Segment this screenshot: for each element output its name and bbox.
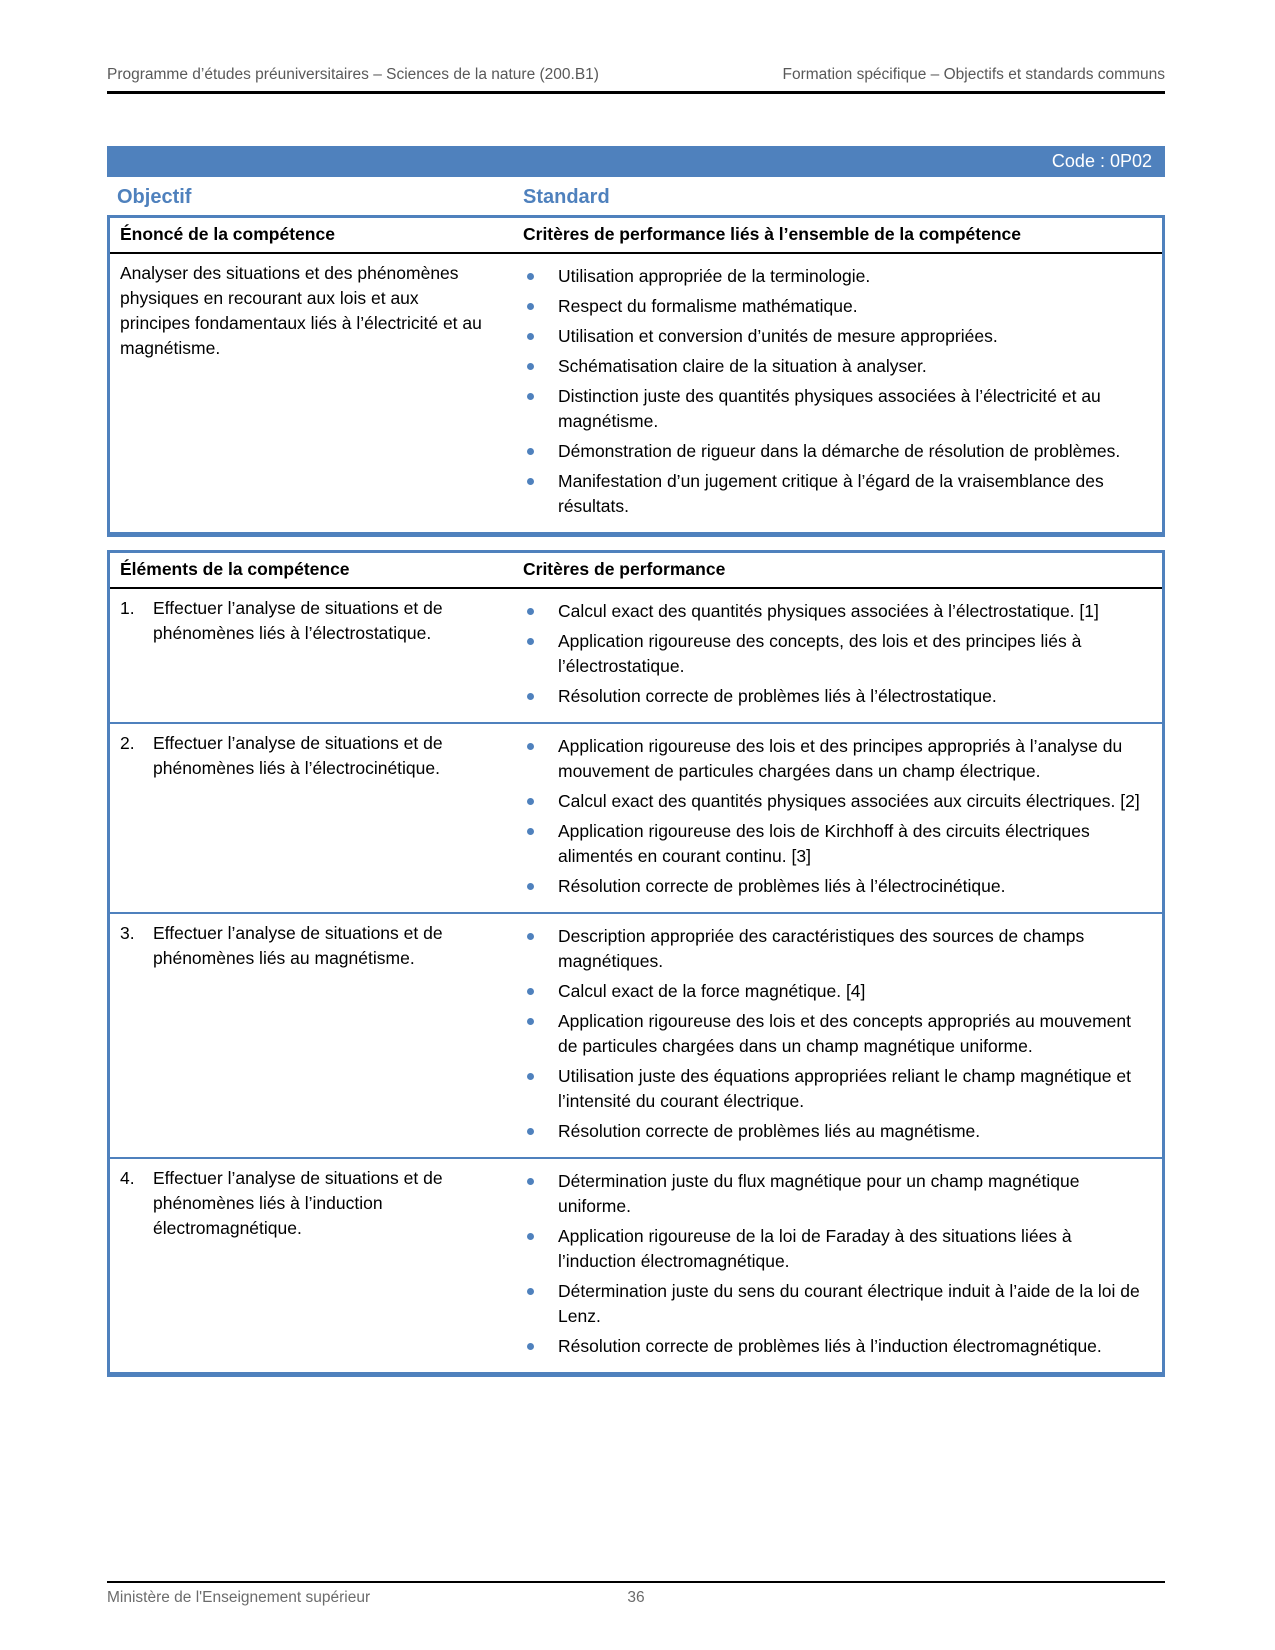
- bullet-icon: [527, 883, 534, 890]
- criterion-item: [513, 1119, 1148, 1144]
- bullet-icon: [527, 1073, 534, 1080]
- criteres-ensemble-header: Critères de performance liés à l’ensemble de la compétence: [523, 224, 1021, 244]
- criterion-item: [513, 599, 1148, 624]
- criterion-item: [513, 1064, 1148, 1114]
- element-cell: [110, 724, 513, 912]
- bullet-icon: [527, 303, 534, 310]
- enonce-header: Énoncé de la compétence: [120, 224, 335, 244]
- criterion-item: [513, 1279, 1148, 1329]
- element-number: 3.: [120, 923, 135, 943]
- element-text: Effectuer l’analyse de situations et de phénomènes liés à l’électrocinétique.: [153, 733, 443, 778]
- criterion-text: Résolution correcte de problèmes liés au magnétisme.: [558, 1121, 981, 1141]
- criterion-item: [513, 924, 1148, 974]
- bullet-icon: [527, 1288, 534, 1295]
- element-cell: [110, 1159, 513, 1372]
- criterion-text: Respect du formalisme mathématique.: [558, 296, 858, 316]
- bullet-icon: [527, 273, 534, 280]
- criterion-item: [513, 1169, 1148, 1219]
- criteres-header: Critères de performance: [523, 559, 726, 579]
- bullet-icon: [527, 1018, 534, 1025]
- competence-row: [110, 254, 1162, 532]
- element-number: 4.: [120, 1168, 135, 1188]
- criterion-text: Utilisation appropriée de la terminologie.: [558, 266, 871, 286]
- bullet-icon: [527, 1128, 534, 1135]
- criterion-item: [513, 439, 1148, 464]
- criterion-item: [513, 684, 1148, 709]
- bullet-icon: [527, 1233, 534, 1240]
- criterion-item: [513, 874, 1148, 899]
- bullet-icon: [527, 448, 534, 455]
- bullet-icon: [527, 693, 534, 700]
- criterion-text: Application rigoureuse des lois de Kirchhoff à des circuits électriques alimentés en courant continu. [3]: [558, 821, 1090, 866]
- competence-table-header: [110, 218, 1162, 254]
- criteria-list: [513, 914, 1162, 1157]
- bullet-icon: [527, 988, 534, 995]
- criterion-item: [513, 629, 1148, 679]
- elements-table: [107, 550, 1165, 1377]
- page-number: 36: [627, 1589, 645, 1606]
- enonce-text: Analyser des situations et des phénomènes physiques en recourant aux lois et aux principes fondamentaux liés à l’électricité et au magnétisme.: [120, 263, 482, 358]
- header-left-text: Programme d’études préuniversitaires – Sciences de la nature (200.B1): [107, 66, 599, 83]
- criterion-item: [513, 1334, 1148, 1359]
- code-bar: [107, 146, 1165, 177]
- element-text: Effectuer l’analyse de situations et de phénomènes liés à l’induction électromagnétique.: [153, 1168, 443, 1238]
- code-label: Code : 0P02: [1051, 151, 1152, 171]
- criterion-text: Application rigoureuse des concepts, des lois et des principes liés à l’électrostatique.: [558, 631, 1082, 676]
- criterion-text: Détermination juste du sens du courant électrique induit à l’aide de la loi de Lenz.: [558, 1281, 1140, 1326]
- criterion-item: [513, 469, 1148, 519]
- criterion-item: [513, 1009, 1148, 1059]
- criteres-ensemble-list: [513, 254, 1162, 532]
- bullet-icon: [527, 933, 534, 940]
- criterion-item: [513, 354, 1148, 379]
- bullet-icon: [527, 478, 534, 485]
- bullet-icon: [527, 828, 534, 835]
- criterion-text: Calcul exact des quantités physiques associées aux circuits électriques. [2]: [558, 791, 1140, 811]
- criterion-item: [513, 819, 1148, 869]
- criterion-text: Manifestation d’un jugement critique à l’égard de la vraisemblance des résultats.: [558, 471, 1104, 516]
- element-row-3: [110, 912, 1162, 1157]
- element-number: 2.: [120, 733, 135, 753]
- element-row-2: [110, 722, 1162, 912]
- criterion-item: [513, 1224, 1148, 1274]
- page-header: [107, 0, 1165, 94]
- element-row-1: [110, 589, 1162, 722]
- competence-table: [107, 215, 1165, 537]
- criterion-item: [513, 324, 1148, 349]
- criterion-text: Distinction juste des quantités physiques associées à l’électricité et au magnétisme.: [558, 386, 1101, 431]
- bullet-icon: [527, 638, 534, 645]
- criterion-item: [513, 384, 1148, 434]
- criterion-item: [513, 789, 1148, 814]
- criterion-text: Application rigoureuse des lois et des principes appropriés à l’analyse du mouvement de particules chargées dans un champ électrique.: [558, 736, 1123, 781]
- objectif-heading: Objectif: [117, 186, 192, 208]
- criterion-text: Schématisation claire de la situation à analyser.: [558, 356, 927, 376]
- standard-heading: Standard: [523, 186, 610, 208]
- bullet-icon: [527, 1178, 534, 1185]
- bullet-icon: [527, 393, 534, 400]
- criteria-list: [513, 1159, 1162, 1372]
- elements-header: Éléments de la compétence: [120, 559, 350, 579]
- criterion-text: Démonstration de rigueur dans la démarche de résolution de problèmes.: [558, 441, 1121, 461]
- header-right-text: Formation spécifique – Objectifs et standards communs: [782, 66, 1165, 83]
- page-content: [107, 0, 1165, 1377]
- element-number: 1.: [120, 598, 135, 618]
- criterion-text: Calcul exact des quantités physiques associées à l’électrostatique. [1]: [558, 601, 1099, 621]
- criterion-text: Calcul exact de la force magnétique. [4]: [558, 981, 866, 1001]
- criterion-text: Utilisation juste des équations appropriées reliant le champ magnétique et l’intensité du courant électrique.: [558, 1066, 1131, 1111]
- criteria-list: [513, 589, 1162, 722]
- criterion-item: [513, 294, 1148, 319]
- criterion-text: Description appropriée des caractéristiques des sources de champs magnétiques.: [558, 926, 1085, 971]
- criteria-list: [513, 724, 1162, 912]
- criterion-text: Résolution correcte de problèmes liés à l’électrostatique.: [558, 686, 997, 706]
- elements-table-header: [110, 553, 1162, 589]
- bullet-icon: [527, 798, 534, 805]
- bullet-icon: [527, 333, 534, 340]
- element-row-4: [110, 1157, 1162, 1372]
- bullet-icon: [527, 743, 534, 750]
- section-headings: [107, 186, 1165, 213]
- element-text: Effectuer l’analyse de situations et de phénomènes liés au magnétisme.: [153, 923, 443, 968]
- criterion-text: Résolution correcte de problèmes liés à l’électrocinétique.: [558, 876, 1006, 896]
- criterion-text: Utilisation et conversion d’unités de mesure appropriées.: [558, 326, 998, 346]
- bullet-icon: [527, 608, 534, 615]
- bullet-icon: [527, 1343, 534, 1350]
- criterion-text: Application rigoureuse de la loi de Faraday à des situations liées à l’induction électromagnétique.: [558, 1226, 1072, 1271]
- criterion-text: Détermination juste du flux magnétique pour un champ magnétique uniforme.: [558, 1171, 1080, 1216]
- footer-ministry-text: Ministère de l'Enseignement supérieur: [107, 1589, 371, 1606]
- element-cell: [110, 914, 513, 1157]
- criterion-text: Résolution correcte de problèmes liés à l’induction électromagnétique.: [558, 1336, 1102, 1356]
- criterion-item: [513, 264, 1148, 289]
- criterion-item: [513, 734, 1148, 784]
- element-cell: [110, 589, 513, 722]
- criterion-text: Application rigoureuse des lois et des concepts appropriés au mouvement de particules chargées dans un champ magnétique uniforme.: [558, 1011, 1131, 1056]
- criterion-item: [513, 979, 1148, 1004]
- element-text: Effectuer l’analyse de situations et de phénomènes liés à l’électrostatique.: [153, 598, 443, 643]
- page-footer: [107, 1581, 1165, 1607]
- bullet-icon: [527, 363, 534, 370]
